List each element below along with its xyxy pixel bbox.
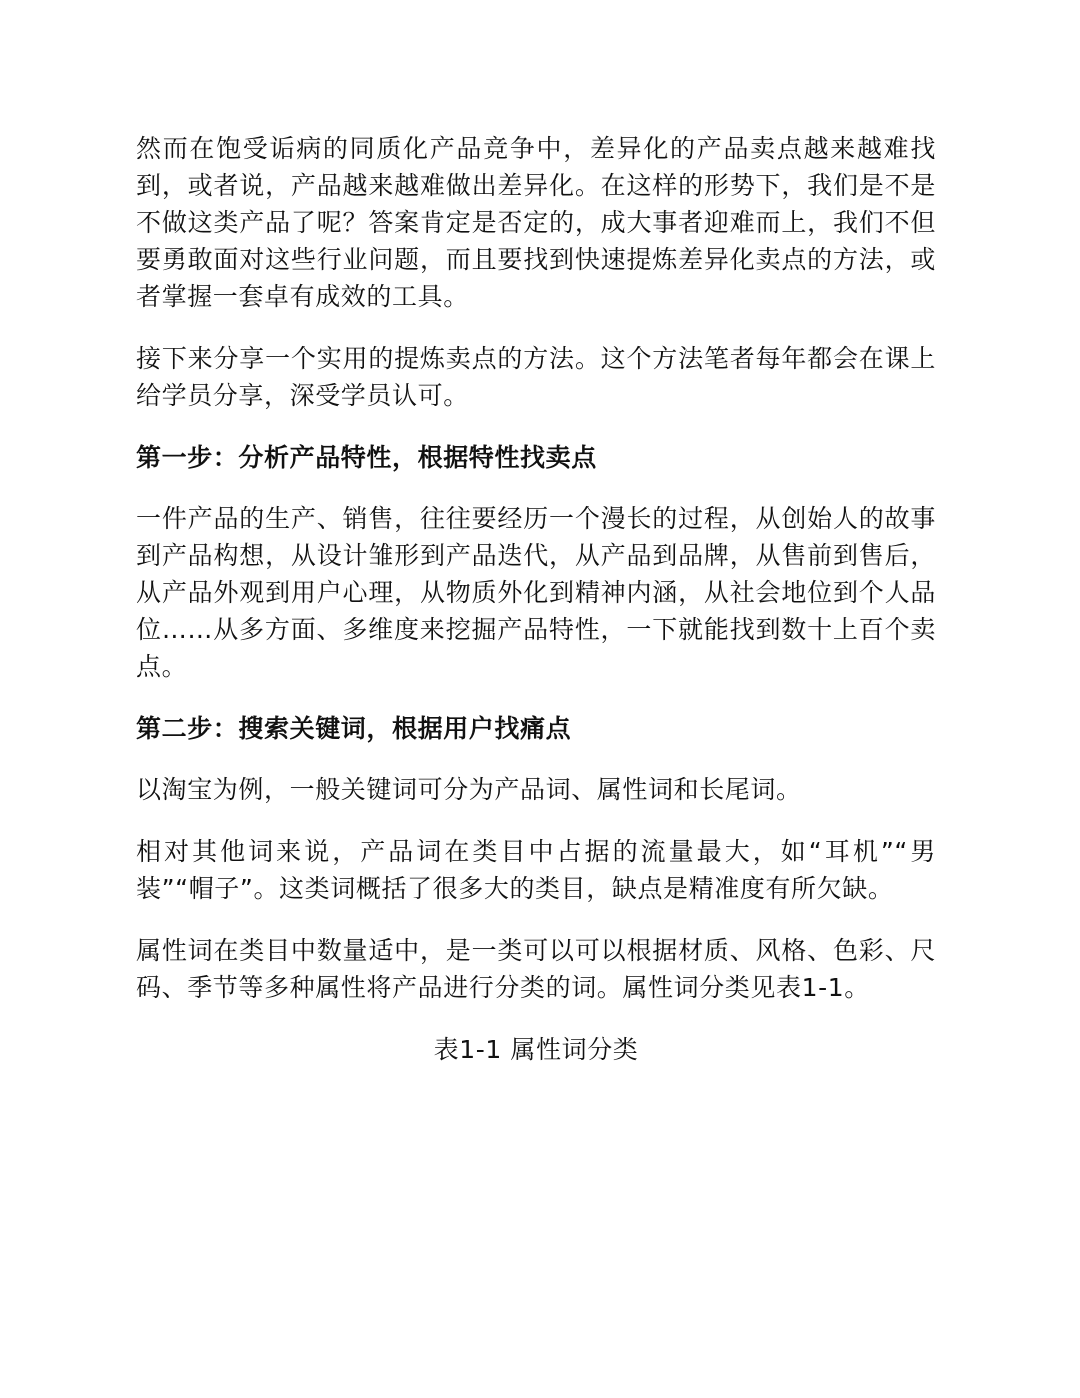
table-caption: 表1-1 属性词分类: [433, 1035, 639, 1064]
paragraph-keyword-types: 以淘宝为例，一般关键词可分为产品词、属性词和长尾词。: [136, 775, 802, 804]
heading-step-two: 第二步：搜索关键词，根据用户找痛点: [136, 714, 572, 743]
paragraph-step-one: 一件产品的生产、销售，往往要经历一个漫长的过程，从创始人的故事到产品构想，从设计雏形到产品迭代，从产品到品牌，从售前到售后，从产品外观到用户心理，从物质外化到精神内涵，从社会地位到个人品位……从多方面、多维度来挖掘产品特性，一下就能找到数十上百个卖点。: [136, 504, 936, 681]
paragraph-attribute-words: 属性词在类目中数量适中，是一类可以可以根据材质、风格、色彩、尺码、季节等多种属性将产品进行分类的词。属性词分类见表1-1。: [136, 936, 936, 1002]
paragraph-product-words: 相对其他词来说，产品词在类目中占据的流量最大，如“耳机”“男装”“帽子”。这类词概括了很多大的类目，缺点是精准度有所欠缺。: [136, 837, 936, 903]
heading-step-one: 第一步：分析产品特性，根据特性找卖点: [136, 443, 597, 472]
paragraph-method-intro: 接下来分享一个实用的提炼卖点的方法。这个方法笔者每年都会在课上给学员分享，深受学员认可。: [136, 344, 936, 410]
paragraph-intro: 然而在饱受诟病的同质化产品竞争中，差异化的产品卖点越来越难找到，或者说，产品越来越难做出差异化。在这样的形势下，我们是不是不做这类产品了呢？答案肯定是否定的，成大事者迎难而上，我们不但要勇敢面对这些行业问题，而且要找到快速提炼差异化卖点的方法，或者掌握一套卓有成效的工具。: [136, 134, 936, 311]
document-body: [136, 130, 936, 1068]
